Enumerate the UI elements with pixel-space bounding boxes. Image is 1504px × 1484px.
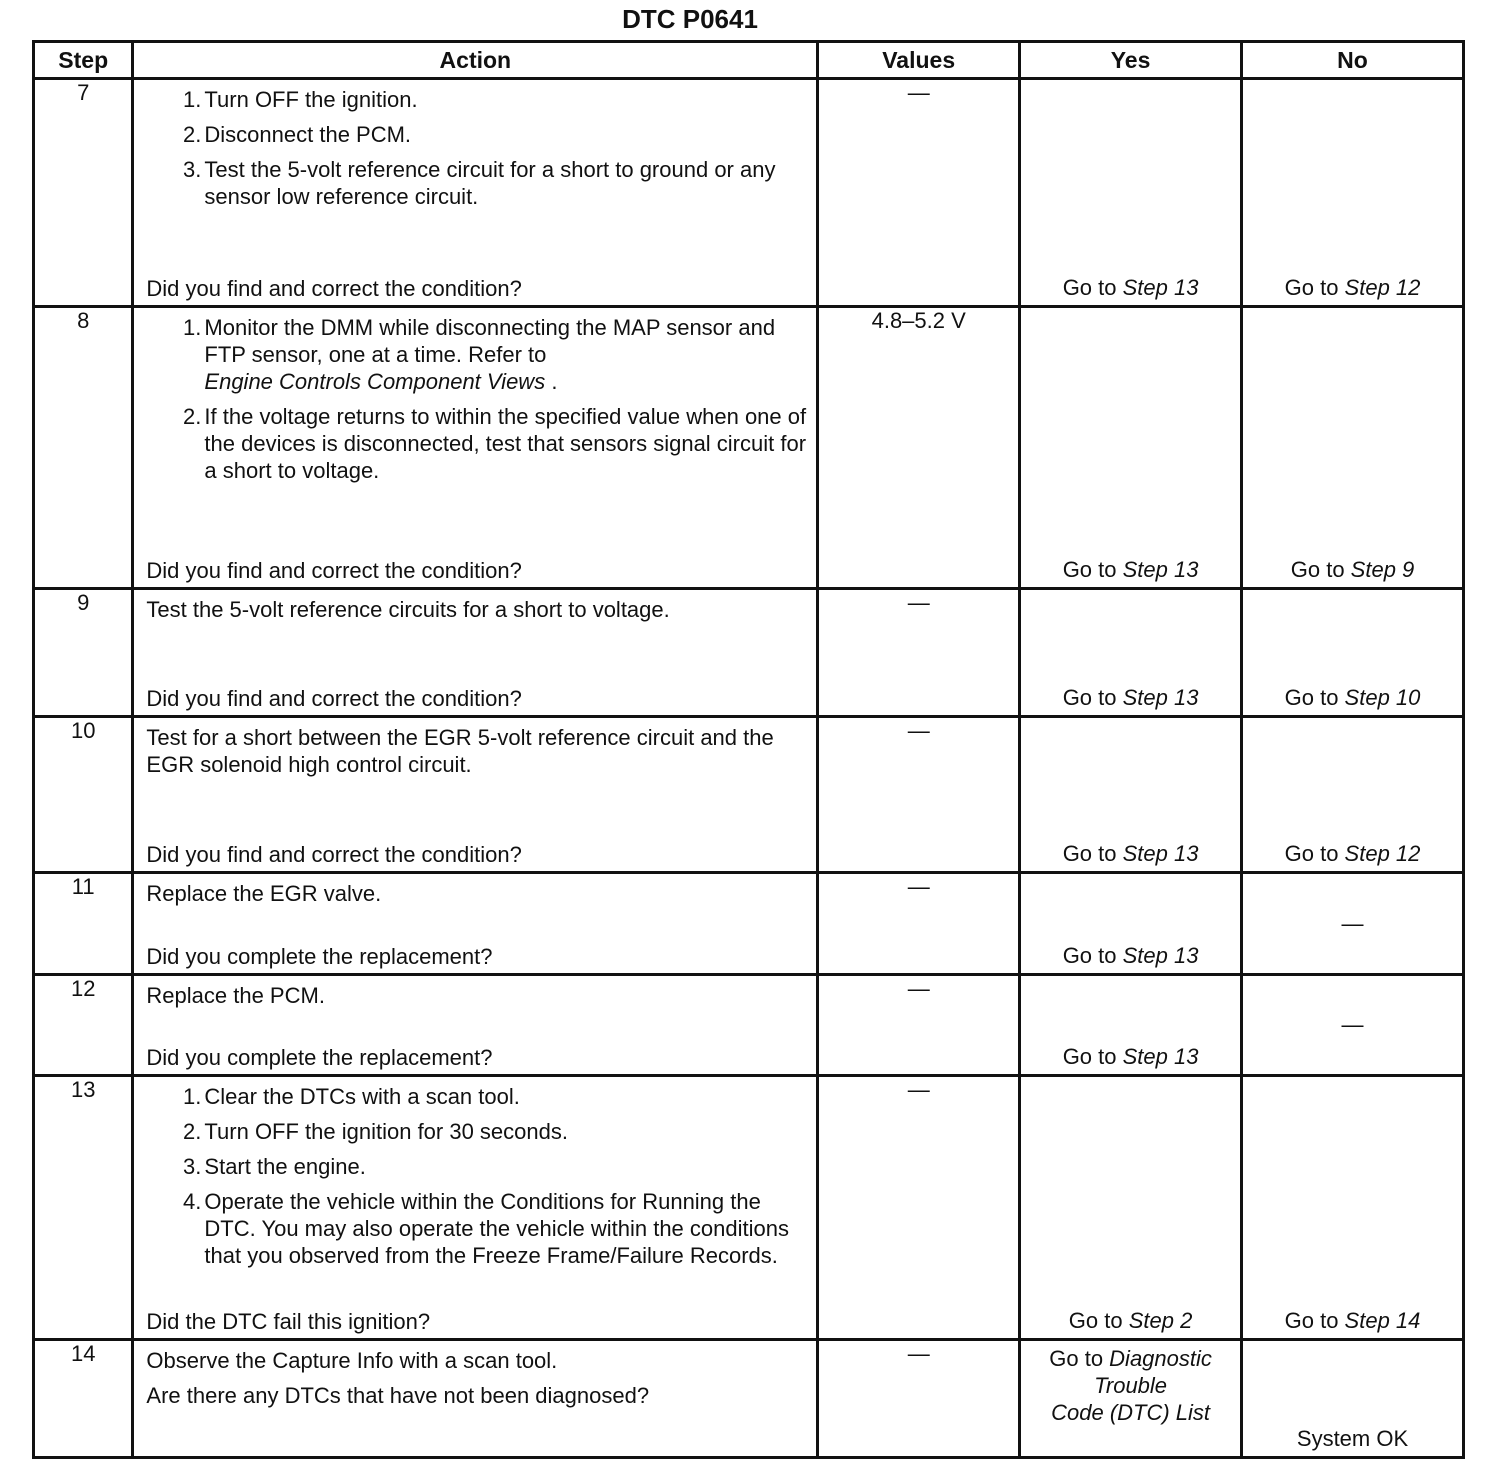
action-steps xyxy=(146,1083,806,1277)
no-cell: — xyxy=(1242,873,1464,975)
step-number: 14 xyxy=(34,1340,133,1458)
action-question: Did you find and correct the condition? xyxy=(146,686,522,711)
table-row xyxy=(34,1076,1464,1340)
action-cell xyxy=(133,975,818,1076)
action-cell xyxy=(133,307,818,589)
value-cell: — xyxy=(818,1340,1020,1458)
action-question: Did you complete the replacement? xyxy=(146,1045,493,1070)
step-number: 12 xyxy=(34,975,133,1076)
step-link[interactable]: Step 14 xyxy=(1344,1308,1421,1333)
yes-cell: Go to Step 13 xyxy=(1020,717,1242,873)
step-link[interactable]: Step 12 xyxy=(1344,841,1421,866)
action-cell xyxy=(133,79,818,307)
yes-cell: Go to Step 13 xyxy=(1020,307,1242,589)
no-cell xyxy=(1242,1340,1464,1458)
step-link[interactable]: Step 2 xyxy=(1128,1308,1193,1333)
list-item: 2. Disconnect the PCM. xyxy=(183,122,412,147)
action-cell xyxy=(133,1340,818,1458)
action-steps xyxy=(146,314,806,492)
step-link[interactable]: Step 10 xyxy=(1344,685,1421,710)
step-link[interactable]: Step 13 xyxy=(1122,685,1199,710)
value-cell: — xyxy=(818,975,1020,1076)
step-number: 11 xyxy=(34,873,133,975)
step-link[interactable]: Step 13 xyxy=(1122,943,1199,968)
value-cell: — xyxy=(818,589,1020,717)
action-text: Replace the EGR valve. xyxy=(146,881,382,906)
table-row xyxy=(34,975,1464,1076)
action-cell xyxy=(133,873,818,975)
yes-cell: Go to Diagnostic Trouble Code (DTC) List xyxy=(1020,1340,1242,1458)
header-row xyxy=(34,42,1464,79)
no-cell: Go to Step 12 xyxy=(1242,79,1464,307)
no-cell: Go to Step 9 xyxy=(1242,307,1464,589)
list-item: 3. Test the 5-volt reference circuit for a short to ground or any sensor low reference circuit. xyxy=(183,157,776,209)
action-cell xyxy=(133,589,818,717)
action-question: Did the DTC fail this ignition? xyxy=(146,1309,431,1334)
yes-cell: Go to Step 13 xyxy=(1020,79,1242,307)
step-number: 8 xyxy=(34,307,133,589)
action-steps xyxy=(146,86,806,218)
step-number: 9 xyxy=(34,589,133,717)
reference-link[interactable]: Engine Controls Component Views xyxy=(204,369,546,394)
no-cell: Go to Step 10 xyxy=(1242,589,1464,717)
document-title: DTC P0641 xyxy=(622,4,758,34)
action-question: Did you find and correct the condition? xyxy=(146,842,522,867)
table-row xyxy=(34,1340,1464,1458)
step-link[interactable]: Step 13 xyxy=(1122,1044,1199,1069)
list-item: 1. Turn OFF the ignition. xyxy=(183,87,418,112)
value-cell: — xyxy=(818,717,1020,873)
action-cell xyxy=(133,1076,818,1340)
header-action: Action xyxy=(133,42,818,79)
action-question: Did you find and correct the condition? xyxy=(146,558,522,583)
value-cell: — xyxy=(818,79,1020,307)
dtc-list-link[interactable]: Diagnostic xyxy=(1109,1346,1212,1371)
step-number: 13 xyxy=(34,1076,133,1340)
step-link[interactable]: Step 13 xyxy=(1122,557,1199,582)
action-text: Test the 5-volt reference circuits for a short to voltage. xyxy=(146,597,670,622)
header-values: Values xyxy=(818,42,1020,79)
table-row xyxy=(34,307,1464,589)
no-cell: Go to Step 12 xyxy=(1242,717,1464,873)
value-cell: — xyxy=(818,873,1020,975)
table-row xyxy=(34,717,1464,873)
header-yes: Yes xyxy=(1020,42,1242,79)
list-item: 2. If the voltage returns to within the specified value when one of the devices is disconnected, test that sensors signal circuit for a short to voltage. xyxy=(183,404,807,483)
action-question: Did you complete the replacement? xyxy=(146,944,493,969)
step-link[interactable]: Step 13 xyxy=(1122,841,1199,866)
step-link[interactable]: Step 9 xyxy=(1350,557,1415,582)
diagnostic-table xyxy=(32,40,1465,1459)
list-item: 2. Turn OFF the ignition for 30 seconds. xyxy=(183,1119,568,1144)
action-text: Observe the Capture Info with a scan tool. xyxy=(146,1348,558,1373)
value-cell: 4.8–5.2 V xyxy=(818,307,1020,589)
action-cell xyxy=(133,717,818,873)
action-question: Are there any DTCs that have not been diagnosed? xyxy=(146,1383,650,1408)
system-ok-text: System OK xyxy=(1296,1426,1409,1451)
value-cell: — xyxy=(818,1076,1020,1340)
list-item: 1. Monitor the DMM while disconnecting the MAP sensor and FTP sensor, one at a time. Refer to Engine Controls Component Views . xyxy=(183,315,776,394)
table-row xyxy=(34,589,1464,717)
no-cell: — xyxy=(1242,975,1464,1076)
step-number: 10 xyxy=(34,717,133,873)
action-text: Replace the PCM. xyxy=(146,983,325,1008)
header-no: No xyxy=(1242,42,1464,79)
yes-cell: Go to Step 2 xyxy=(1020,1076,1242,1340)
list-item: 4. Operate the vehicle within the Conditions for Running the DTC. You may also operate the vehicle within the conditions that you observed from the Freeze Frame/Failure Records. xyxy=(183,1189,789,1268)
list-item: 3. Start the engine. xyxy=(183,1154,366,1179)
header-step: Step xyxy=(34,42,133,79)
step-link[interactable]: Step 13 xyxy=(1122,275,1199,300)
table-row xyxy=(34,873,1464,975)
no-cell: Go to Step 14 xyxy=(1242,1076,1464,1340)
step-link[interactable]: Step 12 xyxy=(1344,275,1421,300)
action-question: Did you find and correct the condition? xyxy=(146,276,522,301)
yes-cell: Go to Step 13 xyxy=(1020,873,1242,975)
yes-cell: Go to Step 13 xyxy=(1020,975,1242,1076)
table-row xyxy=(34,79,1464,307)
yes-cell: Go to Step 13 xyxy=(1020,589,1242,717)
list-item: 1. Clear the DTCs with a scan tool. xyxy=(183,1084,520,1109)
step-number: 7 xyxy=(34,79,133,307)
action-text: Test for a short between the EGR 5-volt reference circuit and the EGR solenoid high control circuit. xyxy=(146,725,774,777)
